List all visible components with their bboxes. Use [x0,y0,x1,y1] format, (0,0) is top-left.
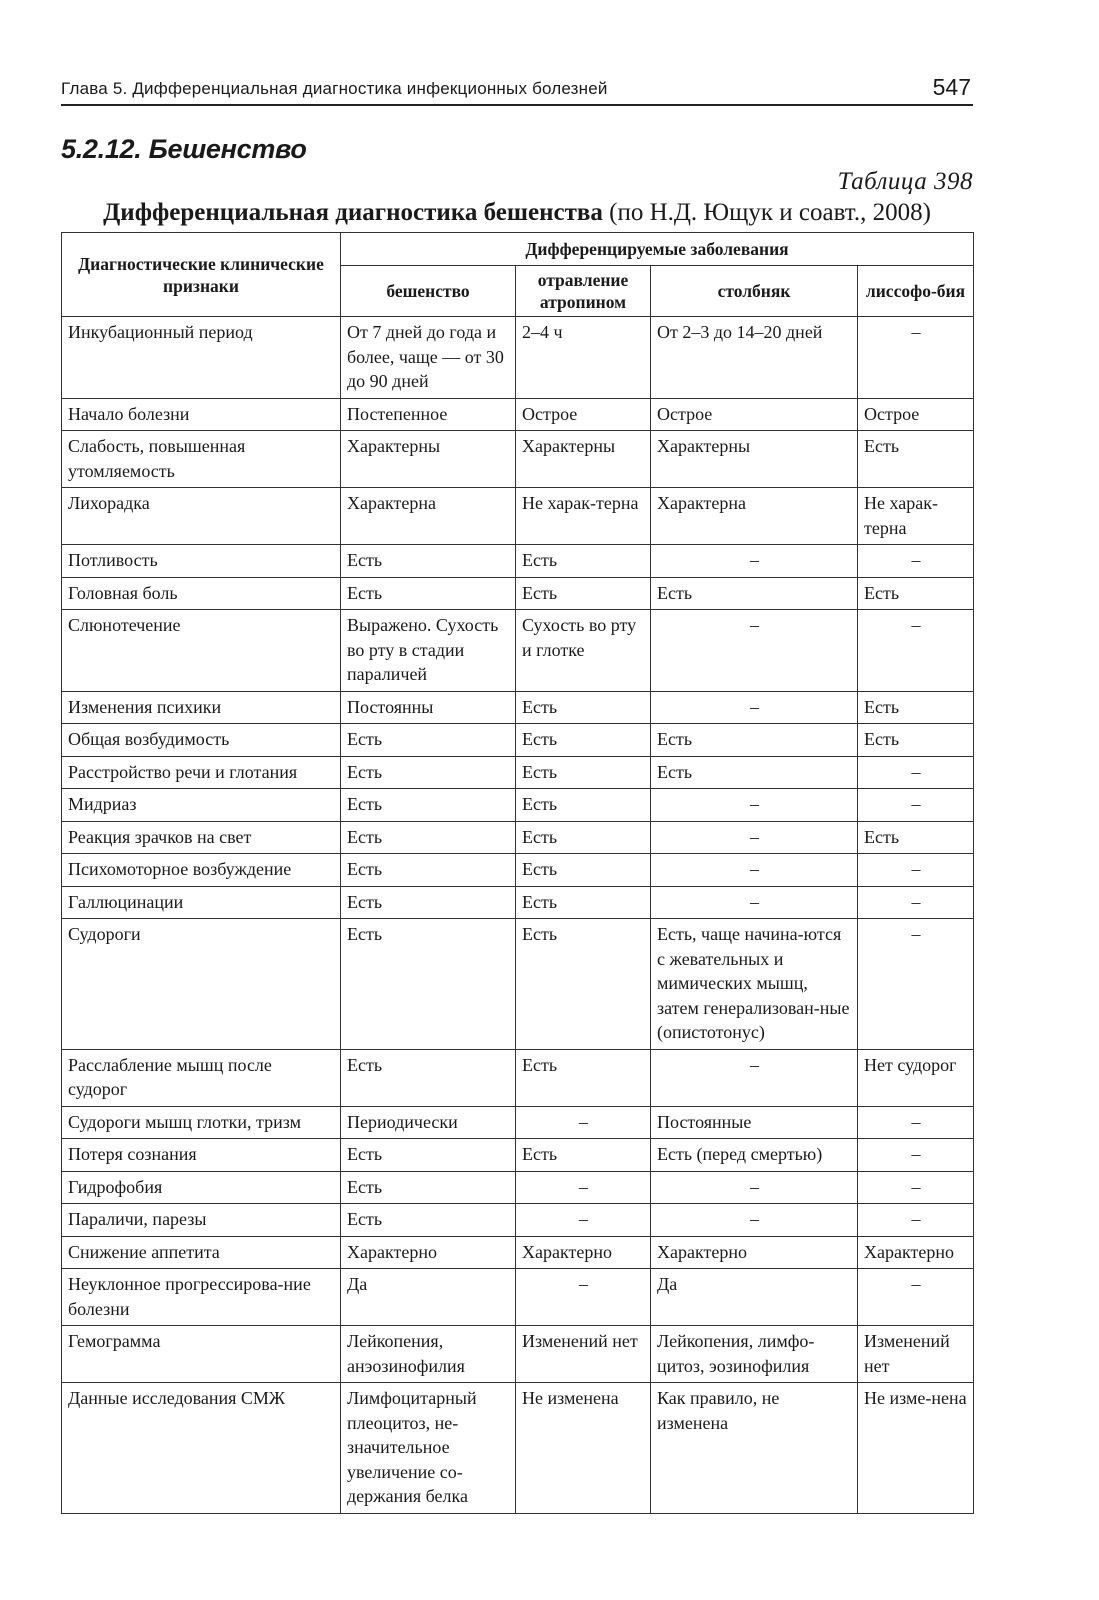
cell-rabies: Есть [341,1171,516,1204]
cell-rabies: Есть [341,1049,516,1106]
cell-tetanus: – [651,789,858,822]
table-row [62,919,974,1050]
cell-atropine: Есть [516,724,651,757]
cell-sign: Галлюцинации [62,886,341,919]
cell-tetanus: Есть [651,756,858,789]
cell-lyssophobia: – [858,317,974,399]
cell-lyssophobia: – [858,610,974,692]
cell-tetanus: – [651,1171,858,1204]
cell-tetanus: Есть, чаще начина-ются с жевательных и мимических мышц, затем генерализован-ные (опистотонус) [651,919,858,1050]
table-row [62,1171,974,1204]
table-row [62,854,974,887]
table-row [62,488,974,545]
header-atropine-poisoning: отравление атропином [516,266,651,317]
cell-atropine: Есть [516,789,651,822]
cell-tetanus: Есть [651,724,858,757]
cell-sign: Мидриаз [62,789,341,822]
cell-tetanus: Постоянные [651,1106,858,1139]
cell-rabies: Характерны [341,431,516,488]
cell-sign: Расслабление мышц после судорог [62,1049,341,1106]
header-rabies: бешенство [341,266,516,317]
cell-tetanus: – [651,821,858,854]
cell-lyssophobia: – [858,854,974,887]
cell-rabies: Есть [341,821,516,854]
running-header [61,74,973,106]
table-row [62,886,974,919]
cell-rabies: Есть [341,854,516,887]
cell-atropine: Есть [516,1139,651,1172]
cell-sign: Общая возбудимость [62,724,341,757]
cell-lyssophobia: Нет судорог [858,1049,974,1106]
table-row [62,724,974,757]
table-caption [61,199,973,227]
table-header [62,233,974,317]
cell-sign: Реакция зрачков на свет [62,821,341,854]
cell-tetanus: Как правило, не изменена [651,1383,858,1514]
cell-sign: Слюнотечение [62,610,341,692]
table-row [62,691,974,724]
cell-atropine: – [516,1171,651,1204]
table-row [62,1139,974,1172]
cell-rabies: Постепенное [341,398,516,431]
cell-sign: Расстройство речи и глотания [62,756,341,789]
cell-rabies: Периодически [341,1106,516,1139]
cell-sign: Потеря сознания [62,1139,341,1172]
table-body [62,317,974,1514]
cell-sign: Инкубационный период [62,317,341,399]
cell-atropine: Есть [516,886,651,919]
cell-atropine: – [516,1106,651,1139]
table-row [62,398,974,431]
cell-atropine: Есть [516,1049,651,1106]
cell-sign: Головная боль [62,577,341,610]
cell-tetanus: От 2–3 до 14–20 дней [651,317,858,399]
cell-rabies: Есть [341,789,516,822]
cell-atropine: Есть [516,854,651,887]
table-row [62,431,974,488]
cell-lyssophobia: – [858,545,974,578]
table-row [62,577,974,610]
header-row-group [62,233,974,266]
cell-rabies: Да [341,1269,516,1326]
cell-sign: Параличи, парезы [62,1204,341,1237]
cell-tetanus: – [651,886,858,919]
cell-sign: Потливость [62,545,341,578]
cell-rabies: Есть [341,756,516,789]
cell-tetanus: Да [651,1269,858,1326]
cell-tetanus: – [651,610,858,692]
cell-atropine: Есть [516,821,651,854]
cell-rabies: Постоянны [341,691,516,724]
cell-rabies: Лейкопения, анэозинофилия [341,1326,516,1383]
cell-sign: Слабость, повышенная утомляемость [62,431,341,488]
cell-tetanus: Острое [651,398,858,431]
cell-sign: Начало болезни [62,398,341,431]
cell-sign: Лихорадка [62,488,341,545]
cell-rabies: Есть [341,1204,516,1237]
header-group-diseases: Дифференцируемые заболевания [341,233,974,266]
cell-lyssophobia: – [858,1139,974,1172]
page-number: 547 [932,74,971,100]
cell-lyssophobia: Острое [858,398,974,431]
cell-atropine: Сухость во рту и глотке [516,610,651,692]
section-title: 5.2.12. Бешенство [61,134,307,164]
table-row [62,1326,974,1383]
cell-tetanus: – [651,691,858,724]
differential-diagnosis-table [61,232,974,1514]
cell-lyssophobia: Есть [858,724,974,757]
cell-rabies: Есть [341,545,516,578]
table-caption-source: (по Н.Д. Ющук и соавт., 2008) [609,199,931,226]
cell-rabies: Характерно [341,1236,516,1269]
cell-lyssophobia: – [858,919,974,1050]
table-row [62,1049,974,1106]
table-row [62,821,974,854]
cell-lyssophobia: – [858,886,974,919]
cell-lyssophobia: – [858,1269,974,1326]
cell-lyssophobia: Не харак-терна [858,488,974,545]
cell-lyssophobia: – [858,1106,974,1139]
cell-atropine: Характерны [516,431,651,488]
cell-atropine: Есть [516,919,651,1050]
cell-tetanus: – [651,854,858,887]
cell-tetanus: Есть [651,577,858,610]
cell-atropine: Есть [516,577,651,610]
cell-tetanus: – [651,1204,858,1237]
cell-atropine: – [516,1269,651,1326]
cell-tetanus: Характерна [651,488,858,545]
table-row [62,1106,974,1139]
cell-sign: Гидрофобия [62,1171,341,1204]
cell-lyssophobia: Изменений нет [858,1326,974,1383]
cell-sign: Снижение аппетита [62,1236,341,1269]
cell-sign: Изменения психики [62,691,341,724]
table-row [62,1383,974,1514]
cell-rabies: Есть [341,1139,516,1172]
cell-rabies: Есть [341,886,516,919]
cell-lyssophobia: Есть [858,577,974,610]
cell-rabies: Есть [341,919,516,1050]
cell-sign: Судороги мышц глотки, тризм [62,1106,341,1139]
table-row [62,317,974,399]
cell-lyssophobia: – [858,1171,974,1204]
cell-atropine: Изменений нет [516,1326,651,1383]
cell-atropine: Острое [516,398,651,431]
cell-atropine: 2–4 ч [516,317,651,399]
cell-sign: Психомоторное возбуждение [62,854,341,887]
cell-rabies: Лимфоцитарный плеоцитоз, не-значительное увеличение со-держания белка [341,1383,516,1514]
cell-atropine: Характерно [516,1236,651,1269]
cell-tetanus: Есть (перед смертью) [651,1139,858,1172]
cell-rabies: Есть [341,724,516,757]
table-row [62,610,974,692]
cell-atropine: – [516,1204,651,1237]
table-row [62,756,974,789]
cell-tetanus: – [651,545,858,578]
header-tetanus: столбняк [651,266,858,317]
cell-rabies: От 7 дней до года и более, чаще — от 30 до 90 дней [341,317,516,399]
cell-atropine: Есть [516,545,651,578]
chapter-title: Глава 5. Дифференциальная диагностика инфекционных болезней [61,79,608,98]
cell-lyssophobia: Есть [858,431,974,488]
cell-sign: Данные исследования СМЖ [62,1383,341,1514]
cell-atropine: Есть [516,756,651,789]
cell-rabies: Выражено. Сухость во рту в стадии параличей [341,610,516,692]
cell-sign: Гемограмма [62,1326,341,1383]
cell-rabies: Характерна [341,488,516,545]
cell-tetanus: Характерны [651,431,858,488]
cell-tetanus: – [651,1049,858,1106]
cell-lyssophobia: – [858,1204,974,1237]
table-number: Таблица 398 [837,168,973,195]
cell-atropine: Не изменена [516,1383,651,1514]
table-row [62,545,974,578]
cell-tetanus: Характерно [651,1236,858,1269]
table-row [62,1204,974,1237]
cell-lyssophobia: – [858,789,974,822]
cell-sign: Судороги [62,919,341,1050]
cell-sign: Неуклонное прогрессирова-ние болезни [62,1269,341,1326]
table-row [62,789,974,822]
cell-lyssophobia: – [858,756,974,789]
cell-tetanus: Лейкопения, лимфо-цитоз, эозинофилия [651,1326,858,1383]
cell-lyssophobia: Есть [858,691,974,724]
cell-lyssophobia: Не изме-нена [858,1383,974,1514]
table-row [62,1236,974,1269]
cell-lyssophobia: Характерно [858,1236,974,1269]
table-row [62,1269,974,1326]
header-signs: Диагностические клинические признаки [62,233,341,317]
table-caption-main: Дифференциальная диагностика бешенства [103,199,603,226]
cell-lyssophobia: Есть [858,821,974,854]
cell-atropine: Не харак-терна [516,488,651,545]
cell-atropine: Есть [516,691,651,724]
header-lyssophobia: лиссофо-бия [858,266,974,317]
cell-rabies: Есть [341,577,516,610]
